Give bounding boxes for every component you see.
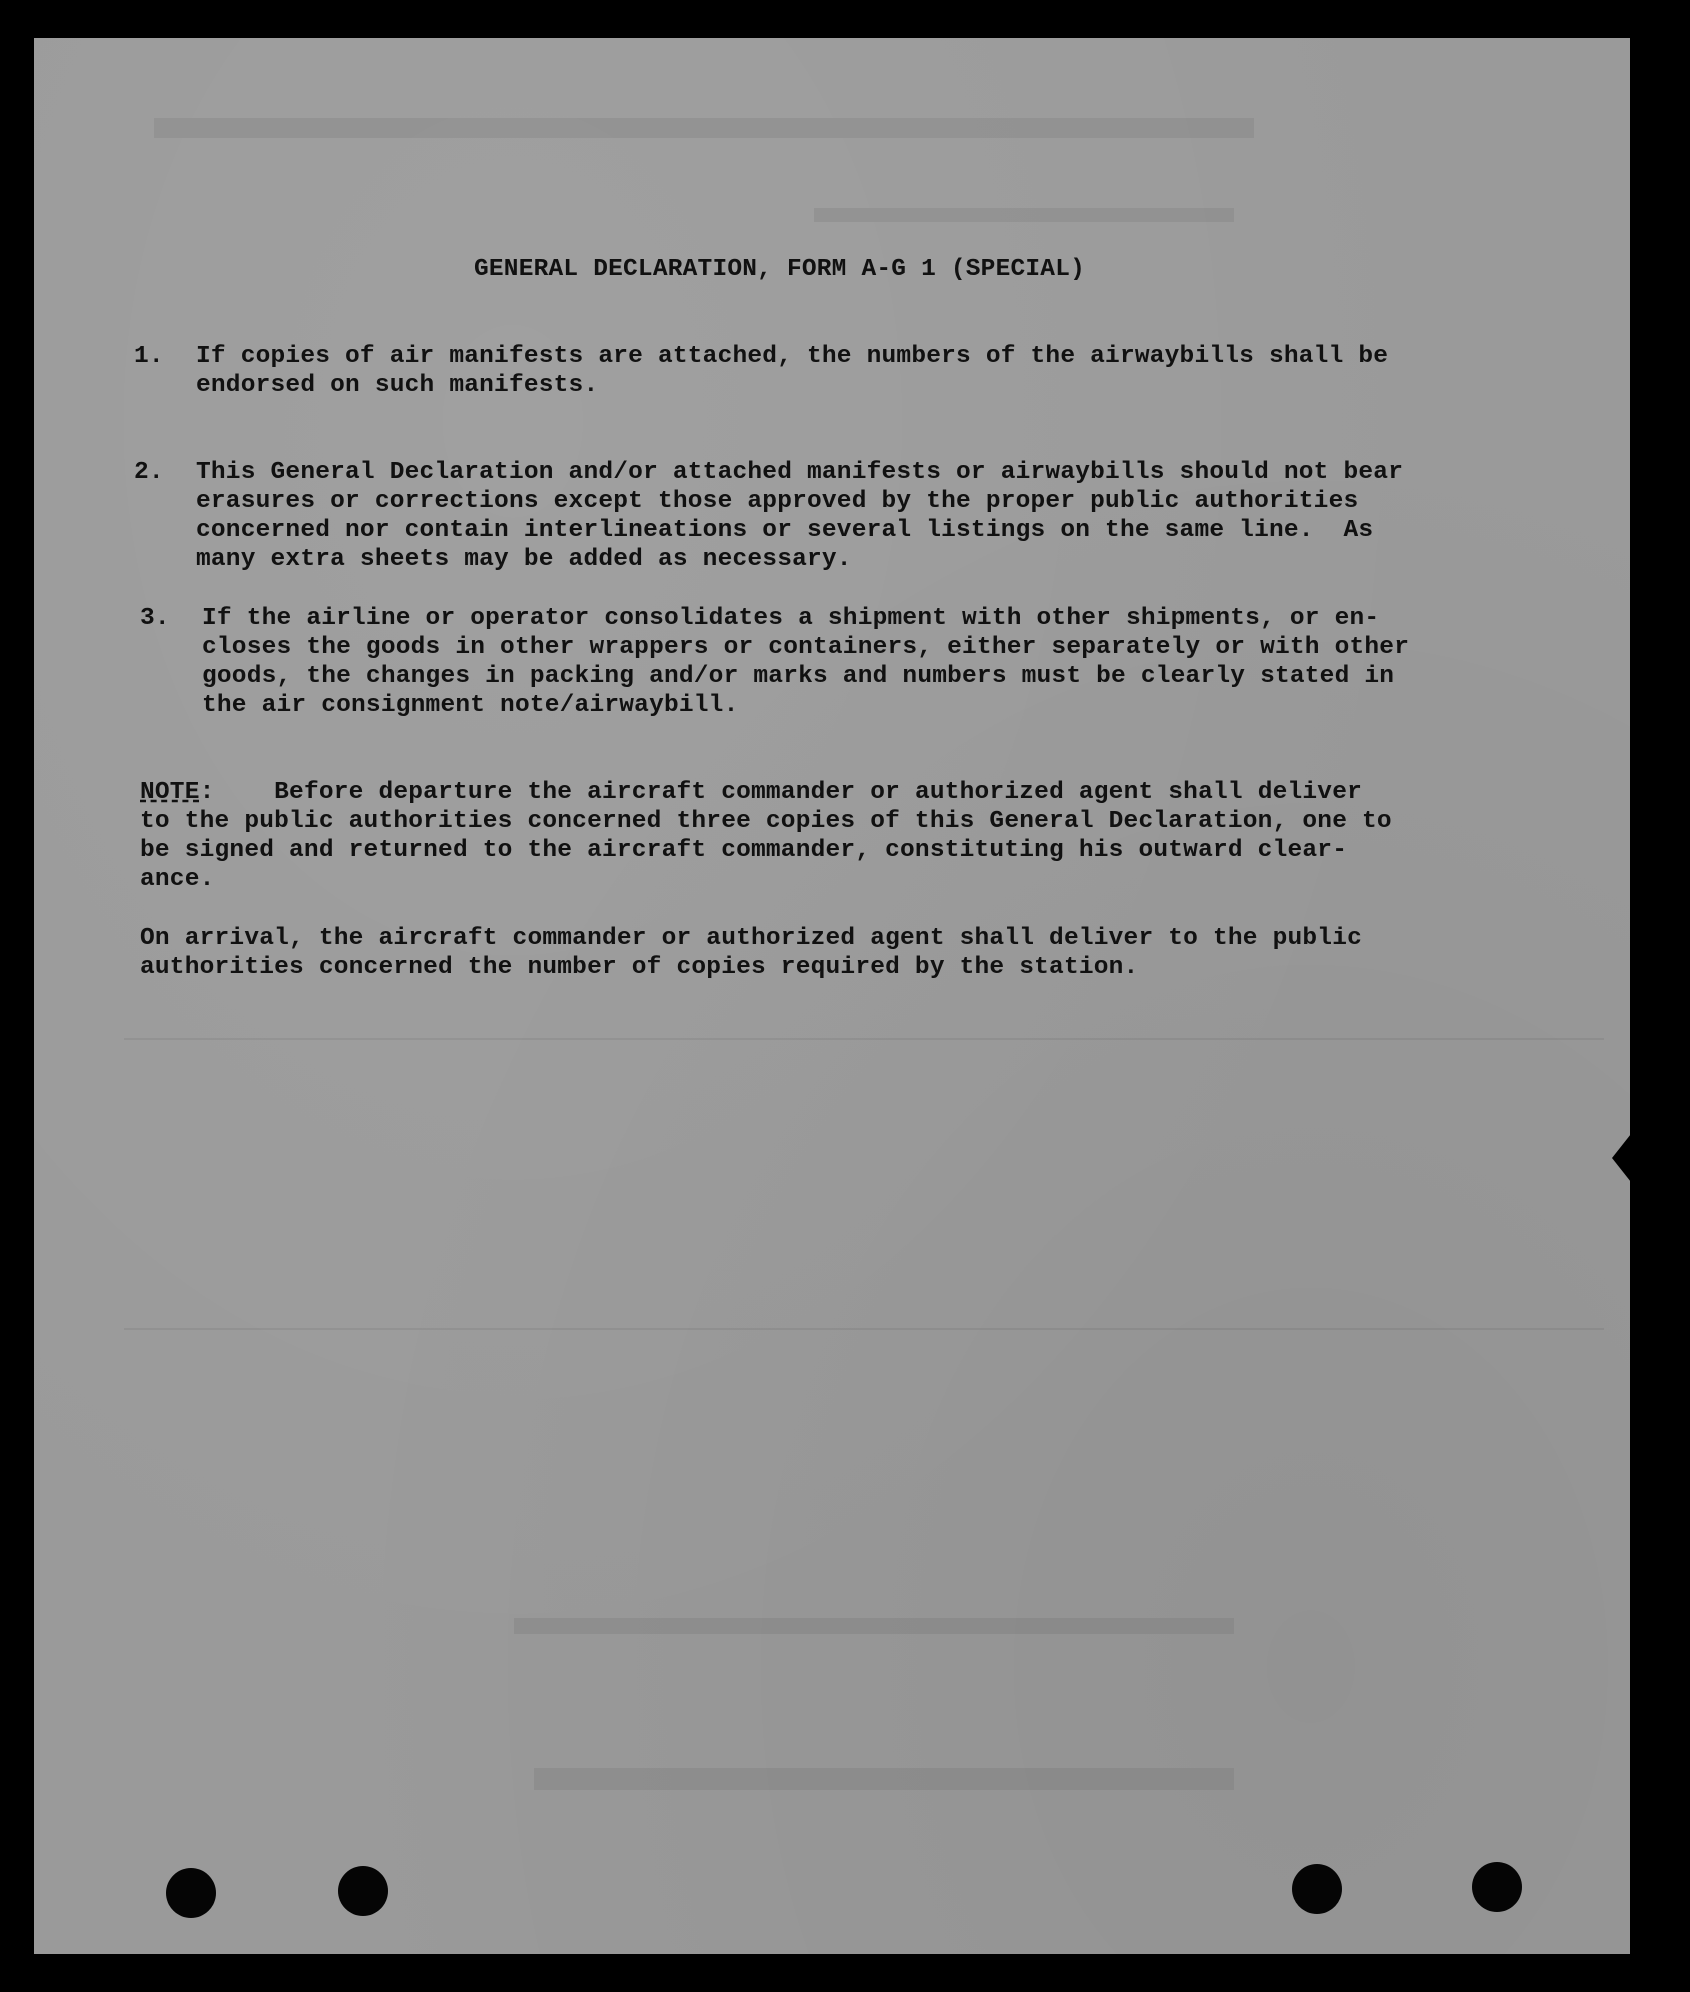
item-text (196, 458, 1466, 574)
item-number: 1. (134, 343, 164, 370)
item-line: goods, the changes in packing and/or marks and numbers must be clearly stated in (202, 663, 1395, 690)
item-number: 2. (134, 459, 164, 486)
item-line: endorsed on such manifests. (196, 372, 599, 399)
item-line: many extra sheets may be added as necessary. (196, 546, 852, 573)
note-line: be signed and returned to the aircraft commander, constituting his outward clear- (140, 837, 1348, 864)
item-text (196, 342, 1466, 400)
item-line: closes the goods in other wrappers or containers, either separately or with other (202, 634, 1410, 661)
bleed-through-mark (814, 208, 1234, 222)
bleed-through-mark (124, 1038, 1604, 1040)
item-line: the air consignment note/airwaybill. (202, 692, 739, 719)
bleed-through-mark (514, 1618, 1234, 1634)
arrival-line: authorities concerned the number of copies required by the station. (140, 954, 1139, 981)
paper-sheet (34, 38, 1630, 1954)
punch-hole (1292, 1864, 1342, 1914)
note-first-line (140, 778, 1520, 807)
note-line: to the public authorities concerned three copies of this General Declaration, one to (140, 808, 1392, 835)
punch-hole (166, 1868, 216, 1918)
arrival-paragraph (140, 924, 1520, 982)
page-title: GENERAL DECLARATION, FORM A-G 1 (SPECIAL) (474, 256, 1085, 283)
arrival-line: On arrival, the aircraft commander or authorized agent shall deliver to the public (140, 925, 1362, 952)
item-line: This General Declaration and/or attached manifests or airwaybills should not bear (196, 459, 1404, 486)
bleed-through-mark (154, 118, 1254, 138)
edge-tear (1612, 1120, 1642, 1196)
item-line: concerned nor contain interlineations or several listings on the same line. As (196, 517, 1374, 544)
bleed-through-mark (124, 1328, 1604, 1330)
item-line: erasures or corrections except those approved by the proper public authorities (196, 488, 1359, 515)
note-separator: : (199, 779, 215, 806)
note-line: ance. (140, 866, 215, 893)
note-line: Before departure the aircraft commander or authorized agent shall deliver (214, 779, 1363, 806)
punch-hole (338, 1866, 388, 1916)
item-line: If copies of air manifests are attached, the numbers of the airwaybills shall be (196, 343, 1389, 370)
item-text (202, 604, 1472, 720)
bleed-through-mark (534, 1768, 1234, 1790)
note-label: NOTE (140, 779, 200, 806)
punch-hole (1472, 1862, 1522, 1912)
note-section (140, 778, 1520, 894)
item-line: If the airline or operator consolidates a shipment with other shipments, or en- (202, 605, 1380, 632)
item-number: 3. (140, 605, 170, 632)
